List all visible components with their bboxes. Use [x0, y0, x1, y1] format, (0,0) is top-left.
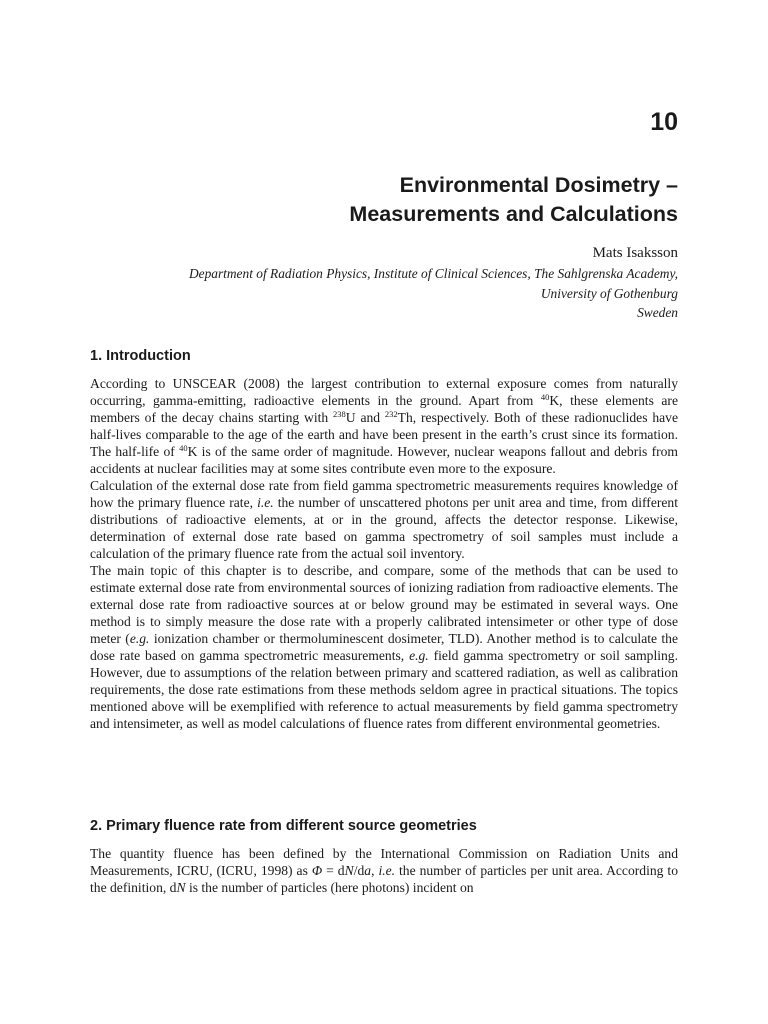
affiliation-line-3: Sweden [637, 305, 678, 321]
paragraph: According to UNSCEAR (2008) the largest contribution to external exposure comes from naturally occurring, gamma-emitting, radioactive elements in the ground. Apart from $^{40}$K, these elements are members of the decay chains starting with $^{238}$U and $^{232}$Th, respectively. Both of these radionuclides have half-lives comparable to the age of the earth and have been present in the earth’s crust since its formation. The half-life of $^{40}$K is of the same order of magnitude. However, nuclear weapons fallout and debris from accidents at nuclear facilities may at some sites contribute even more to the exposure. [90, 376, 678, 476]
paragraph: Calculation of the external dose rate from field gamma spectrometric measurements requires knowledge of how the primary fluence rate, i.e. the number of unscattered photons per unit area and time, from different distributions of radioactive elements, at or in the ground, affects the detector response. Likewise, determination of external dose rate based on gamma spectrometry of soil samples must include a calculation of the primary fluence rate from the actual soil inventory. [90, 478, 678, 561]
author-affiliation [189, 264, 678, 323]
paragraph: The main topic of this chapter is to describe, and compare, some of the methods that can be used to estimate external dose rate from environmental sources of ionizing radiation from radioactive elements. The external dose rate from radioactive sources at or below ground may be estimated in several ways. One method is to simply measure the dose rate with a properly calibrated intensimeter or other type of dose meter (e.g. ionization chamber or thermoluminescent dosimeter, TLD). Another method is to calculate the dose rate based on gamma spectrometric measurements, e.g. field gamma spectrometry or soil sampling. However, due to assumptions of the relation between primary and scattered radiation, as well as calibration requirements, the dose rate estimations from these methods seldom agree in practical situations. The topics mentioned above will be exemplified with reference to actual measurements by field gamma spectrometry and intensimeter, as well as model calculations of fluence rates from different environmental geometries. [90, 563, 678, 731]
chapter-number: 10 [650, 108, 678, 136]
author-name: Mats Isaksson [592, 245, 678, 261]
chapter-title-line-2: Measurements and Calculations [349, 202, 678, 226]
section-heading-primary-fluence: 2. Primary fluence rate from different source geometries [90, 818, 477, 834]
affiliation-line-2: University of Gothenburg [540, 285, 678, 301]
section-heading-introduction: 1. Introduction [90, 348, 191, 364]
introduction-body [90, 375, 678, 732]
chapter-title-line-1: Environmental Dosimetry – [399, 173, 678, 197]
fluence-body [90, 845, 678, 896]
paragraph: The quantity fluence has been defined by the International Commission on Radiation Units and Measurements, ICRU, (ICRU, 1998) as Φ = dN/da, i.e. the number of particles per unit area. According to the definition, dN is the number of particles (here photons) incident on [90, 846, 678, 895]
affiliation-line-1: Department of Radiation Physics, Institute of Clinical Sciences, The Sahlgrenska Academy, [188, 266, 678, 281]
chapter-title [349, 171, 678, 229]
